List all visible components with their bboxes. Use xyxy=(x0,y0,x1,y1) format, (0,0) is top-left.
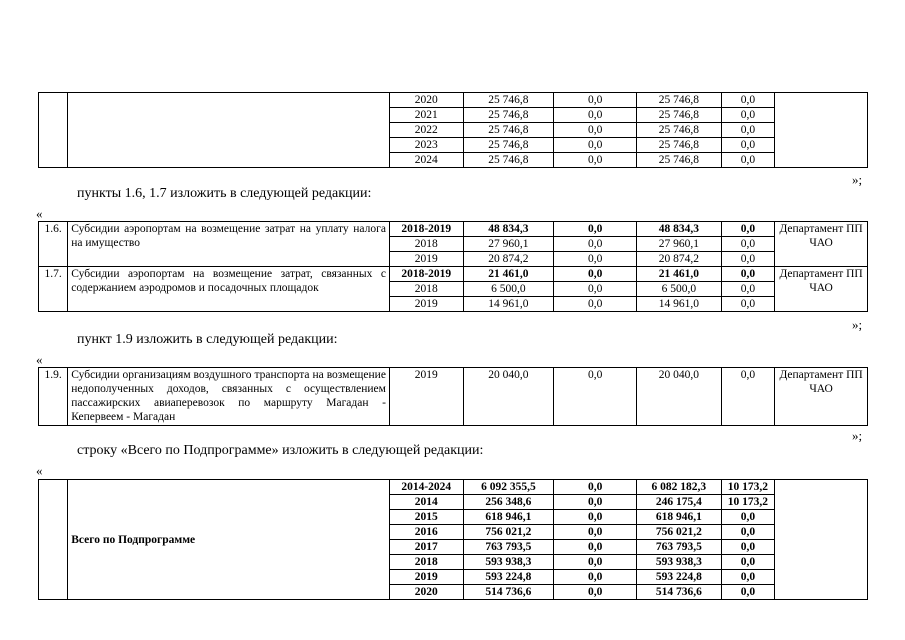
value-cell: 10 173,2 xyxy=(721,480,774,495)
year-cell: 2023 xyxy=(389,138,463,153)
value-cell: 0,0 xyxy=(554,510,637,525)
year-cell: 2018-2019 xyxy=(389,267,463,282)
total-cell: 21 461,0 xyxy=(463,267,554,282)
opening-quote-3: « xyxy=(36,463,43,478)
items-1-6-1-7-table xyxy=(38,221,868,312)
value-cell: 0,0 xyxy=(554,237,637,252)
opening-quote-2: « xyxy=(36,352,43,367)
subprogram-total-table xyxy=(38,479,868,600)
value-cell: 0,0 xyxy=(721,237,774,252)
value-cell: 0,0 xyxy=(721,540,774,555)
value-cell: 0,0 xyxy=(554,540,637,555)
year-cell: 2019 xyxy=(389,368,463,426)
value-cell: 25 746,8 xyxy=(637,93,722,108)
closing-quote-2: »; xyxy=(852,317,863,332)
closing-quote-3: »; xyxy=(852,428,863,443)
value-cell: 593 938,3 xyxy=(637,555,722,570)
value-cell: 0,0 xyxy=(721,93,774,108)
value-cell: 0,0 xyxy=(721,368,774,426)
value-cell: 0,0 xyxy=(721,252,774,267)
year-cell: 2019 xyxy=(389,297,463,312)
table-row xyxy=(39,222,868,237)
value-cell: 20 040,0 xyxy=(637,368,722,426)
value-cell: 0,0 xyxy=(721,570,774,585)
item-1-9-table xyxy=(38,367,868,426)
subprogram-total-label: Всего по Подпрограмме xyxy=(68,480,390,600)
total-cell: 48 834,3 xyxy=(463,222,554,237)
department-cell: Департамент ПП ЧАО xyxy=(775,267,868,312)
year-cell: 2018 xyxy=(389,237,463,252)
value-cell: 25 746,8 xyxy=(637,108,722,123)
year-cell: 2020 xyxy=(389,585,463,600)
value-cell: 0,0 xyxy=(721,108,774,123)
value-cell: 20 874,2 xyxy=(637,252,722,267)
value-cell: 763 793,5 xyxy=(637,540,722,555)
total-cell: 25 746,8 xyxy=(463,123,554,138)
total-cell: 6 092 355,5 xyxy=(463,480,554,495)
value-cell: 0,0 xyxy=(721,123,774,138)
department-cell xyxy=(775,480,868,600)
value-cell: 0,0 xyxy=(721,153,774,168)
value-cell: 0,0 xyxy=(554,153,637,168)
item-description: Субсидии организациям воздушного транспорта на возмещение недополученных доходов, связанных с осуществлением пассажирских авиаперевозок по маршруту Магадан - Кепервеем - Магадан xyxy=(68,368,390,426)
value-cell: 0,0 xyxy=(554,93,637,108)
value-cell: 6 082 182,3 xyxy=(637,480,722,495)
total-cell: 25 746,8 xyxy=(463,108,554,123)
year-cell: 2014-2024 xyxy=(389,480,463,495)
total-cell: 25 746,8 xyxy=(463,153,554,168)
total-cell: 14 961,0 xyxy=(463,297,554,312)
value-cell: 756 021,2 xyxy=(637,525,722,540)
section-intro-3: строку «Всего по Подпрограмме» изложить в следующей редакции: xyxy=(77,443,484,458)
year-cell: 2018 xyxy=(389,282,463,297)
year-cell: 2022 xyxy=(389,123,463,138)
value-cell: 0,0 xyxy=(554,495,637,510)
year-cell: 2020 xyxy=(389,93,463,108)
total-cell: 756 021,2 xyxy=(463,525,554,540)
closing-quote-1: »; xyxy=(852,172,863,187)
total-cell: 27 960,1 xyxy=(463,237,554,252)
continuation-table-body xyxy=(39,93,868,168)
item-number: 1.9. xyxy=(39,368,68,426)
year-cell: 2021 xyxy=(389,108,463,123)
total-cell: 593 224,8 xyxy=(463,570,554,585)
value-cell: 0,0 xyxy=(721,222,774,237)
value-cell: 0,0 xyxy=(554,368,637,426)
year-cell: 2014 xyxy=(389,495,463,510)
value-cell: 0,0 xyxy=(721,282,774,297)
value-cell: 0,0 xyxy=(554,570,637,585)
value-cell: 0,0 xyxy=(554,267,637,282)
value-cell: 25 746,8 xyxy=(637,123,722,138)
items-table-body xyxy=(39,222,868,312)
value-cell: 0,0 xyxy=(554,525,637,540)
table-row xyxy=(39,480,868,495)
item-description: Субсидии аэропортам на возмещение затрат на уплату налога на имущество xyxy=(68,222,390,267)
value-cell: 0,0 xyxy=(721,585,774,600)
value-cell: 27 960,1 xyxy=(637,237,722,252)
total-cell: 20 040,0 xyxy=(463,368,554,426)
year-cell: 2018 xyxy=(389,555,463,570)
total-cell: 6 500,0 xyxy=(463,282,554,297)
value-cell: 0,0 xyxy=(721,267,774,282)
opening-quote-1: « xyxy=(36,206,43,221)
item-number-cell xyxy=(39,480,68,600)
value-cell: 0,0 xyxy=(554,555,637,570)
department-cell: Департамент ПП ЧАО xyxy=(775,222,868,267)
subprogram-total-body xyxy=(39,480,868,600)
value-cell: 0,0 xyxy=(554,123,637,138)
item-number: 1.7. xyxy=(39,267,68,312)
value-cell: 618 946,1 xyxy=(637,510,722,525)
year-cell: 2024 xyxy=(389,153,463,168)
section-intro-2: пункт 1.9 изложить в следующей редакции: xyxy=(77,332,338,347)
item-description: Субсидии аэропортам на возмещение затрат, связанных с содержанием аэродромов и посадочных площадок xyxy=(68,267,390,312)
year-cell: 2016 xyxy=(389,525,463,540)
value-cell: 21 461,0 xyxy=(637,267,722,282)
value-cell: 0,0 xyxy=(554,252,637,267)
total-cell: 20 874,2 xyxy=(463,252,554,267)
year-cell: 2019 xyxy=(389,570,463,585)
total-cell: 25 746,8 xyxy=(463,93,554,108)
item-description-cell xyxy=(68,93,390,168)
value-cell: 0,0 xyxy=(554,108,637,123)
value-cell: 0,0 xyxy=(721,525,774,540)
value-cell: 14 961,0 xyxy=(637,297,722,312)
value-cell: 0,0 xyxy=(721,138,774,153)
item-number: 1.6. xyxy=(39,222,68,267)
value-cell: 0,0 xyxy=(554,297,637,312)
value-cell: 25 746,8 xyxy=(637,153,722,168)
value-cell: 514 736,6 xyxy=(637,585,722,600)
value-cell: 25 746,8 xyxy=(637,138,722,153)
value-cell: 0,0 xyxy=(554,480,637,495)
value-cell: 593 224,8 xyxy=(637,570,722,585)
total-cell: 763 793,5 xyxy=(463,540,554,555)
year-cell: 2019 xyxy=(389,252,463,267)
department-cell xyxy=(775,93,868,168)
table-row xyxy=(39,368,868,426)
continuation-table xyxy=(38,92,868,168)
department-cell: Департамент ПП ЧАО xyxy=(775,368,868,426)
section-intro-1: пункты 1.6, 1.7 изложить в следующей редакции: xyxy=(77,186,372,201)
item-number-cell xyxy=(39,93,68,168)
value-cell: 0,0 xyxy=(554,222,637,237)
total-cell: 25 746,8 xyxy=(463,138,554,153)
value-cell: 10 173,2 xyxy=(721,495,774,510)
value-cell: 0,0 xyxy=(554,585,637,600)
value-cell: 0,0 xyxy=(554,282,637,297)
value-cell: 0,0 xyxy=(554,138,637,153)
value-cell: 48 834,3 xyxy=(637,222,722,237)
total-cell: 593 938,3 xyxy=(463,555,554,570)
table-row xyxy=(39,93,868,108)
year-cell: 2017 xyxy=(389,540,463,555)
value-cell: 246 175,4 xyxy=(637,495,722,510)
total-cell: 514 736,6 xyxy=(463,585,554,600)
total-cell: 256 348,6 xyxy=(463,495,554,510)
value-cell: 0,0 xyxy=(721,510,774,525)
year-cell: 2015 xyxy=(389,510,463,525)
value-cell: 0,0 xyxy=(721,297,774,312)
value-cell: 0,0 xyxy=(721,555,774,570)
table-row xyxy=(39,267,868,282)
total-cell: 618 946,1 xyxy=(463,510,554,525)
value-cell: 6 500,0 xyxy=(637,282,722,297)
year-cell: 2018-2019 xyxy=(389,222,463,237)
